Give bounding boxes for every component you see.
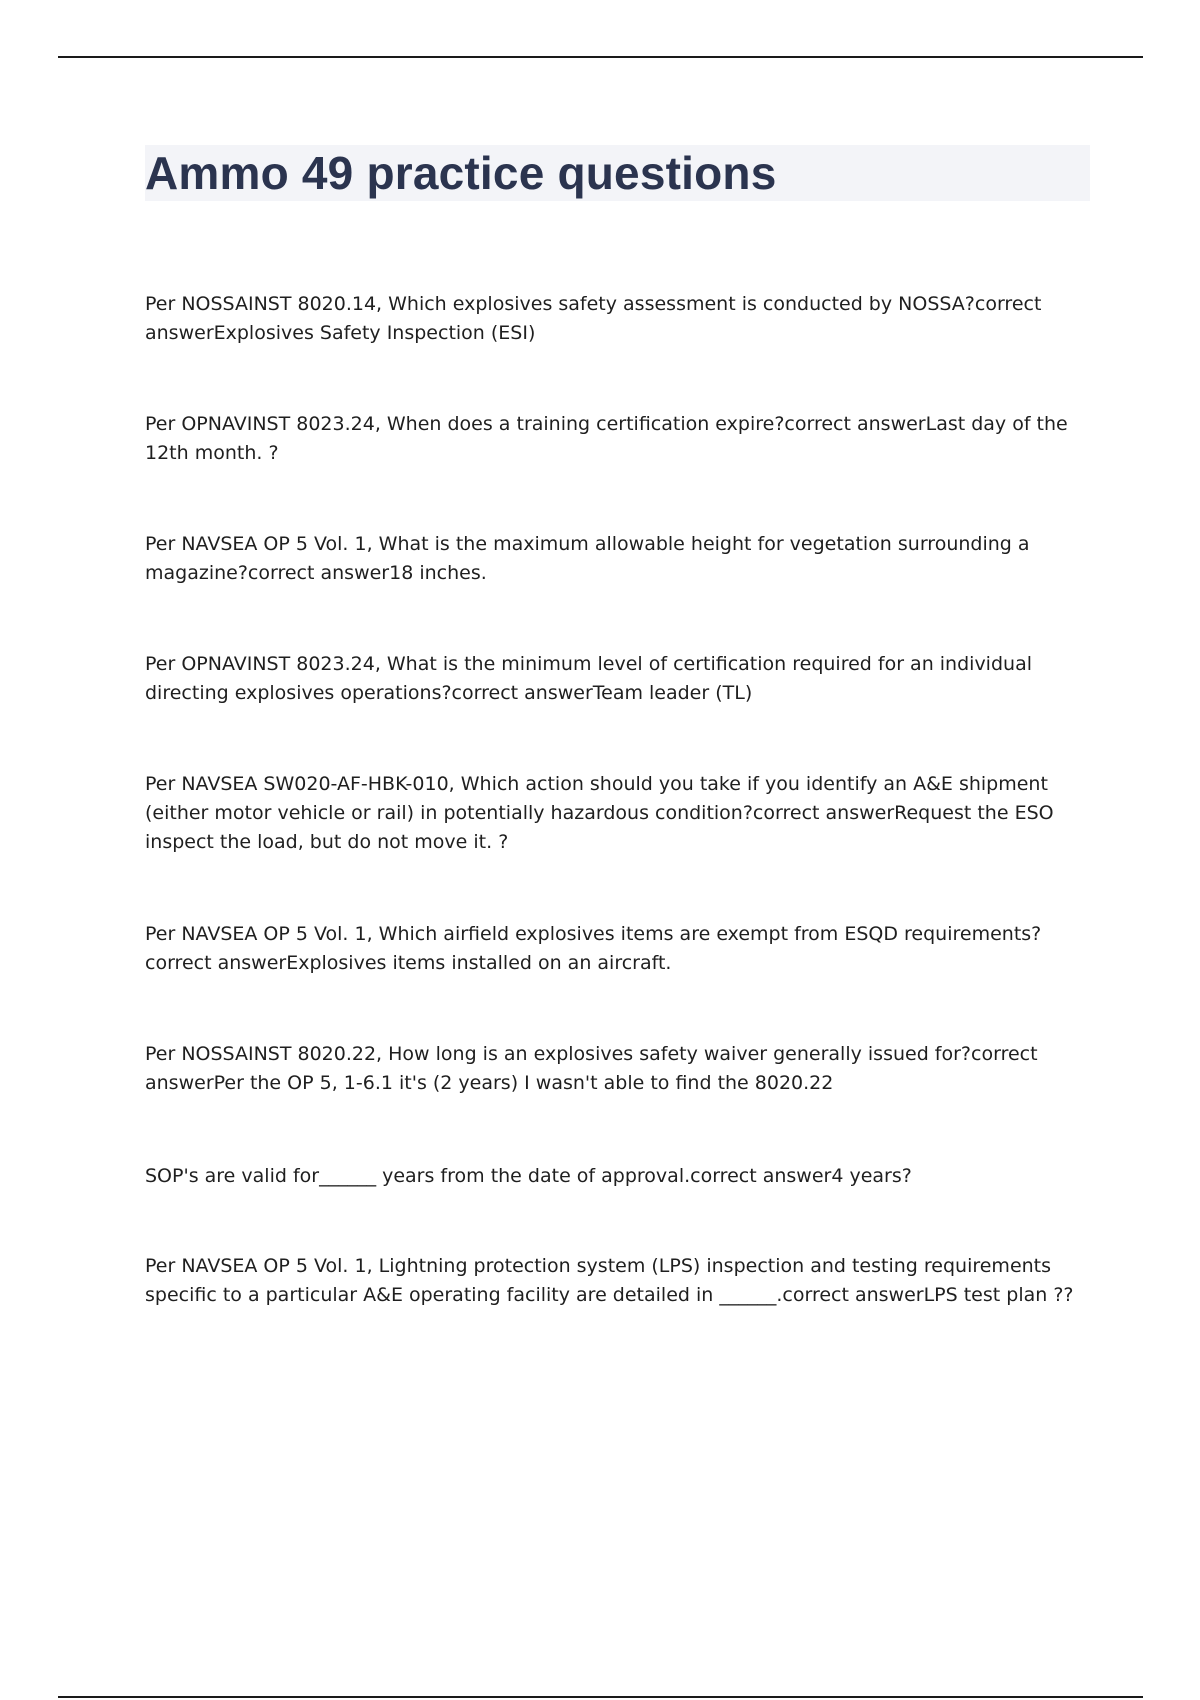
page-content [145,145,1090,201]
question-item-7: Per NOSSAINST 8020.22, How long is an explosives safety waiver generally issued for?correct answerPer the OP 5, 1-6.1 it's (2 years) I wasn't able to find the 8020.22 [145,1043,1038,1094]
question-item-3: Per NAVSEA OP 5 Vol. 1, What is the maximum allowable height for vegetation surrounding a magazine?correct answer18 inches. [145,533,1030,584]
question-item-8: SOP's are valid for______ years from the date of approval.correct answer4 years? [145,1165,912,1187]
question-item-6: Per NAVSEA OP 5 Vol. 1, Which airfield explosives items are exempt from ESQD requirements?correct answerExplosives items installed on an aircraft. [145,923,1042,974]
title-band [145,145,1090,201]
top-rule [58,56,1143,58]
question-item-2: Per OPNAVINST 8023.24, When does a training certification expire?correct answerLast day of the 12th month. ? [145,413,1068,464]
question-item-9: Per NAVSEA OP 5 Vol. 1, Lightning protection system (LPS) inspection and testing requirements specific to a particular A&E operating facility are detailed in ______.correct answerLPS test plan ?? [145,1255,1074,1306]
question-item-1: Per NOSSAINST 8020.14, Which explosives safety assessment is conducted by NOSSA?correct answerExplosives Safety Inspection (ESI) [145,293,1042,344]
document-title: Ammo 49 practice questions [145,147,777,199]
question-item-5: Per NAVSEA SW020-AF-HBK-010, Which action should you take if you identify an A&E shipment (either motor vehicle or rail) in potentially hazardous condition?correct answerRequest the ESO inspect the load, but do not move it. ? [145,773,1054,853]
bottom-rule [58,1696,1143,1698]
question-item-4: Per OPNAVINST 8023.24, What is the minimum level of certification required for an individual directing explosives operations?correct answerTeam leader (TL) [145,653,1032,704]
